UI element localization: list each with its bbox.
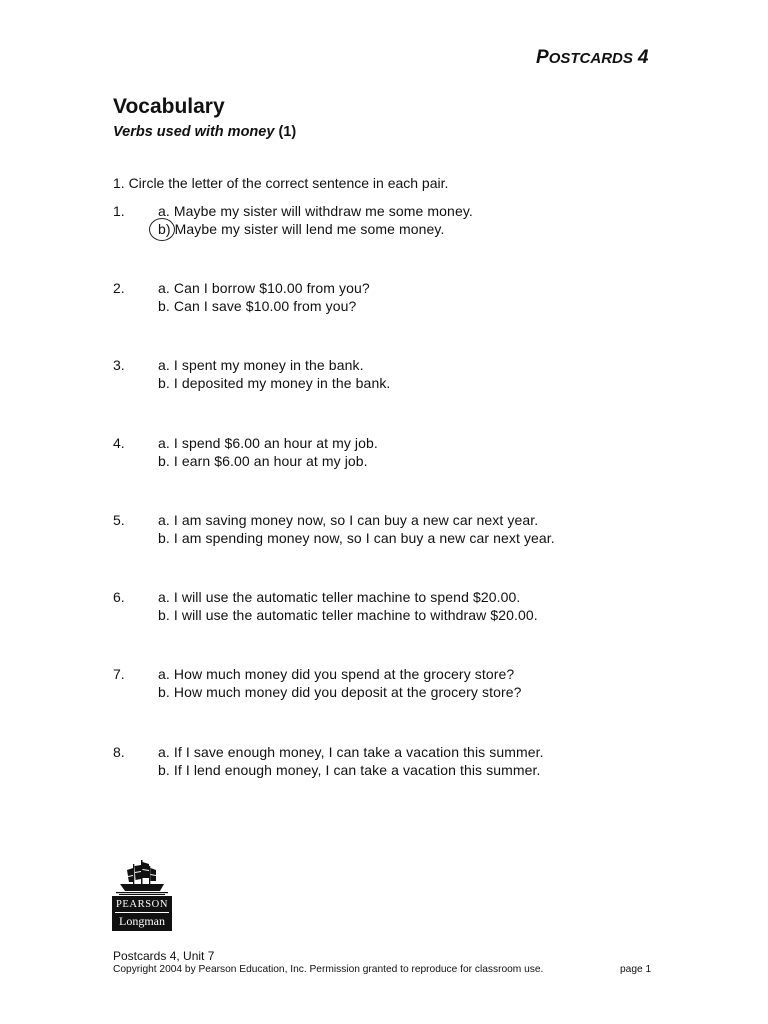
option-letter-a: a.: [158, 280, 170, 296]
question-number: 1.: [113, 203, 125, 219]
option-text: If I lend enough money, I can take a vacation this summer.: [173, 762, 541, 778]
pearson-longman-logo: [112, 858, 172, 931]
option-b[interactable]: [158, 375, 390, 391]
circled-answer-b: b): [158, 221, 171, 237]
option-text: Can I save $10.00 from you?: [173, 298, 357, 314]
option-text: I spent my money in the bank.: [173, 357, 364, 373]
subtitle-part: (1): [278, 124, 297, 140]
option-letter-b: b.: [158, 375, 170, 391]
option-text: I will use the automatic teller machine to withdraw $20.00.: [173, 607, 538, 623]
option-b[interactable]: [158, 607, 538, 623]
subtitle-topic: Verbs used with money: [113, 124, 275, 140]
option-b[interactable]: [158, 530, 555, 546]
option-letter-a: a.: [158, 203, 170, 219]
question-2: [113, 280, 673, 320]
option-letter-b: b.: [158, 684, 170, 700]
option-b[interactable]: [158, 762, 541, 778]
option-letter-a: a.: [158, 512, 170, 528]
logo-imprint: Longman: [119, 914, 165, 928]
option-a[interactable]: [158, 435, 378, 451]
question-number: 5.: [113, 512, 125, 528]
option-text: I am saving money now, so I can buy a new car next year.: [173, 512, 539, 528]
question-number: 6.: [113, 589, 125, 605]
option-a[interactable]: [158, 589, 520, 605]
question-number: 3.: [113, 357, 125, 373]
option-text: I earn $6.00 an hour at my job.: [173, 453, 368, 469]
logo-brand: PEARSON: [115, 899, 169, 910]
option-b-circled[interactable]: [158, 221, 444, 237]
question-number: 2.: [113, 280, 125, 296]
page-subtitle: [113, 124, 296, 140]
option-letter-b: b.: [158, 607, 170, 623]
option-text: How much money did you deposit at the grocery store?: [173, 684, 522, 700]
option-letter-b: b.: [158, 298, 170, 314]
option-text: I am spending money now, so I can buy a new car next year.: [173, 530, 555, 546]
option-text: I spend $6.00 an hour at my job.: [173, 435, 378, 451]
question-1: [113, 203, 673, 243]
question-number: 7.: [113, 666, 125, 682]
option-a[interactable]: [158, 512, 538, 528]
page-title: Vocabulary: [113, 95, 225, 118]
option-b[interactable]: [158, 684, 522, 700]
logo-divider: [115, 912, 169, 913]
option-text: Maybe my sister will lend me some money.: [174, 221, 445, 237]
option-letter-a: a.: [158, 589, 170, 605]
option-text: I will use the automatic teller machine to spend $20.00.: [173, 589, 521, 605]
option-letter-b: b.: [158, 453, 170, 469]
footer-unit: Postcards 4, Unit 7: [113, 949, 215, 963]
series-name: OSTCARDS: [548, 50, 633, 67]
option-a[interactable]: [158, 203, 473, 219]
question-5: [113, 512, 673, 552]
question-3: [113, 357, 673, 397]
option-a[interactable]: [158, 280, 370, 296]
question-4: [113, 435, 673, 475]
option-letter-a: a.: [158, 435, 170, 451]
option-a[interactable]: [158, 357, 364, 373]
option-letter-a: a.: [158, 357, 170, 373]
series-number: 4: [637, 47, 649, 68]
option-letter-a: a.: [158, 666, 170, 682]
question-6: [113, 589, 673, 629]
option-a[interactable]: [158, 744, 544, 760]
option-a[interactable]: [158, 666, 514, 682]
option-text: If I save enough money, I can take a vacation this summer.: [173, 744, 544, 760]
option-text: How much money did you spend at the grocery store?: [173, 666, 515, 682]
ship-icon: [112, 858, 172, 896]
page-number: page 1: [620, 964, 652, 975]
question-7: [113, 666, 673, 706]
option-text: Maybe my sister will withdraw me some money.: [173, 203, 473, 219]
footer-copyright: Copyright 2004 by Pearson Education, Inc. Permission granted to reproduce for classroom use.: [113, 964, 544, 975]
option-b[interactable]: [158, 453, 368, 469]
option-letter-b: b.: [158, 762, 170, 778]
logo-wordmark: [112, 896, 172, 931]
option-letter-a: a.: [158, 744, 170, 760]
question-number: 8.: [113, 744, 125, 760]
exercise-instructions: 1. Circle the letter of the correct sentence in each pair.: [113, 175, 449, 191]
series-initial: P: [536, 47, 549, 68]
option-text: I deposited my money in the bank.: [173, 375, 391, 391]
question-8: [113, 744, 673, 784]
option-letter-b: b.: [158, 530, 170, 546]
question-number: 4.: [113, 435, 125, 451]
series-header: [536, 47, 648, 69]
option-text: Can I borrow $10.00 from you?: [173, 280, 370, 296]
option-b[interactable]: [158, 298, 356, 314]
